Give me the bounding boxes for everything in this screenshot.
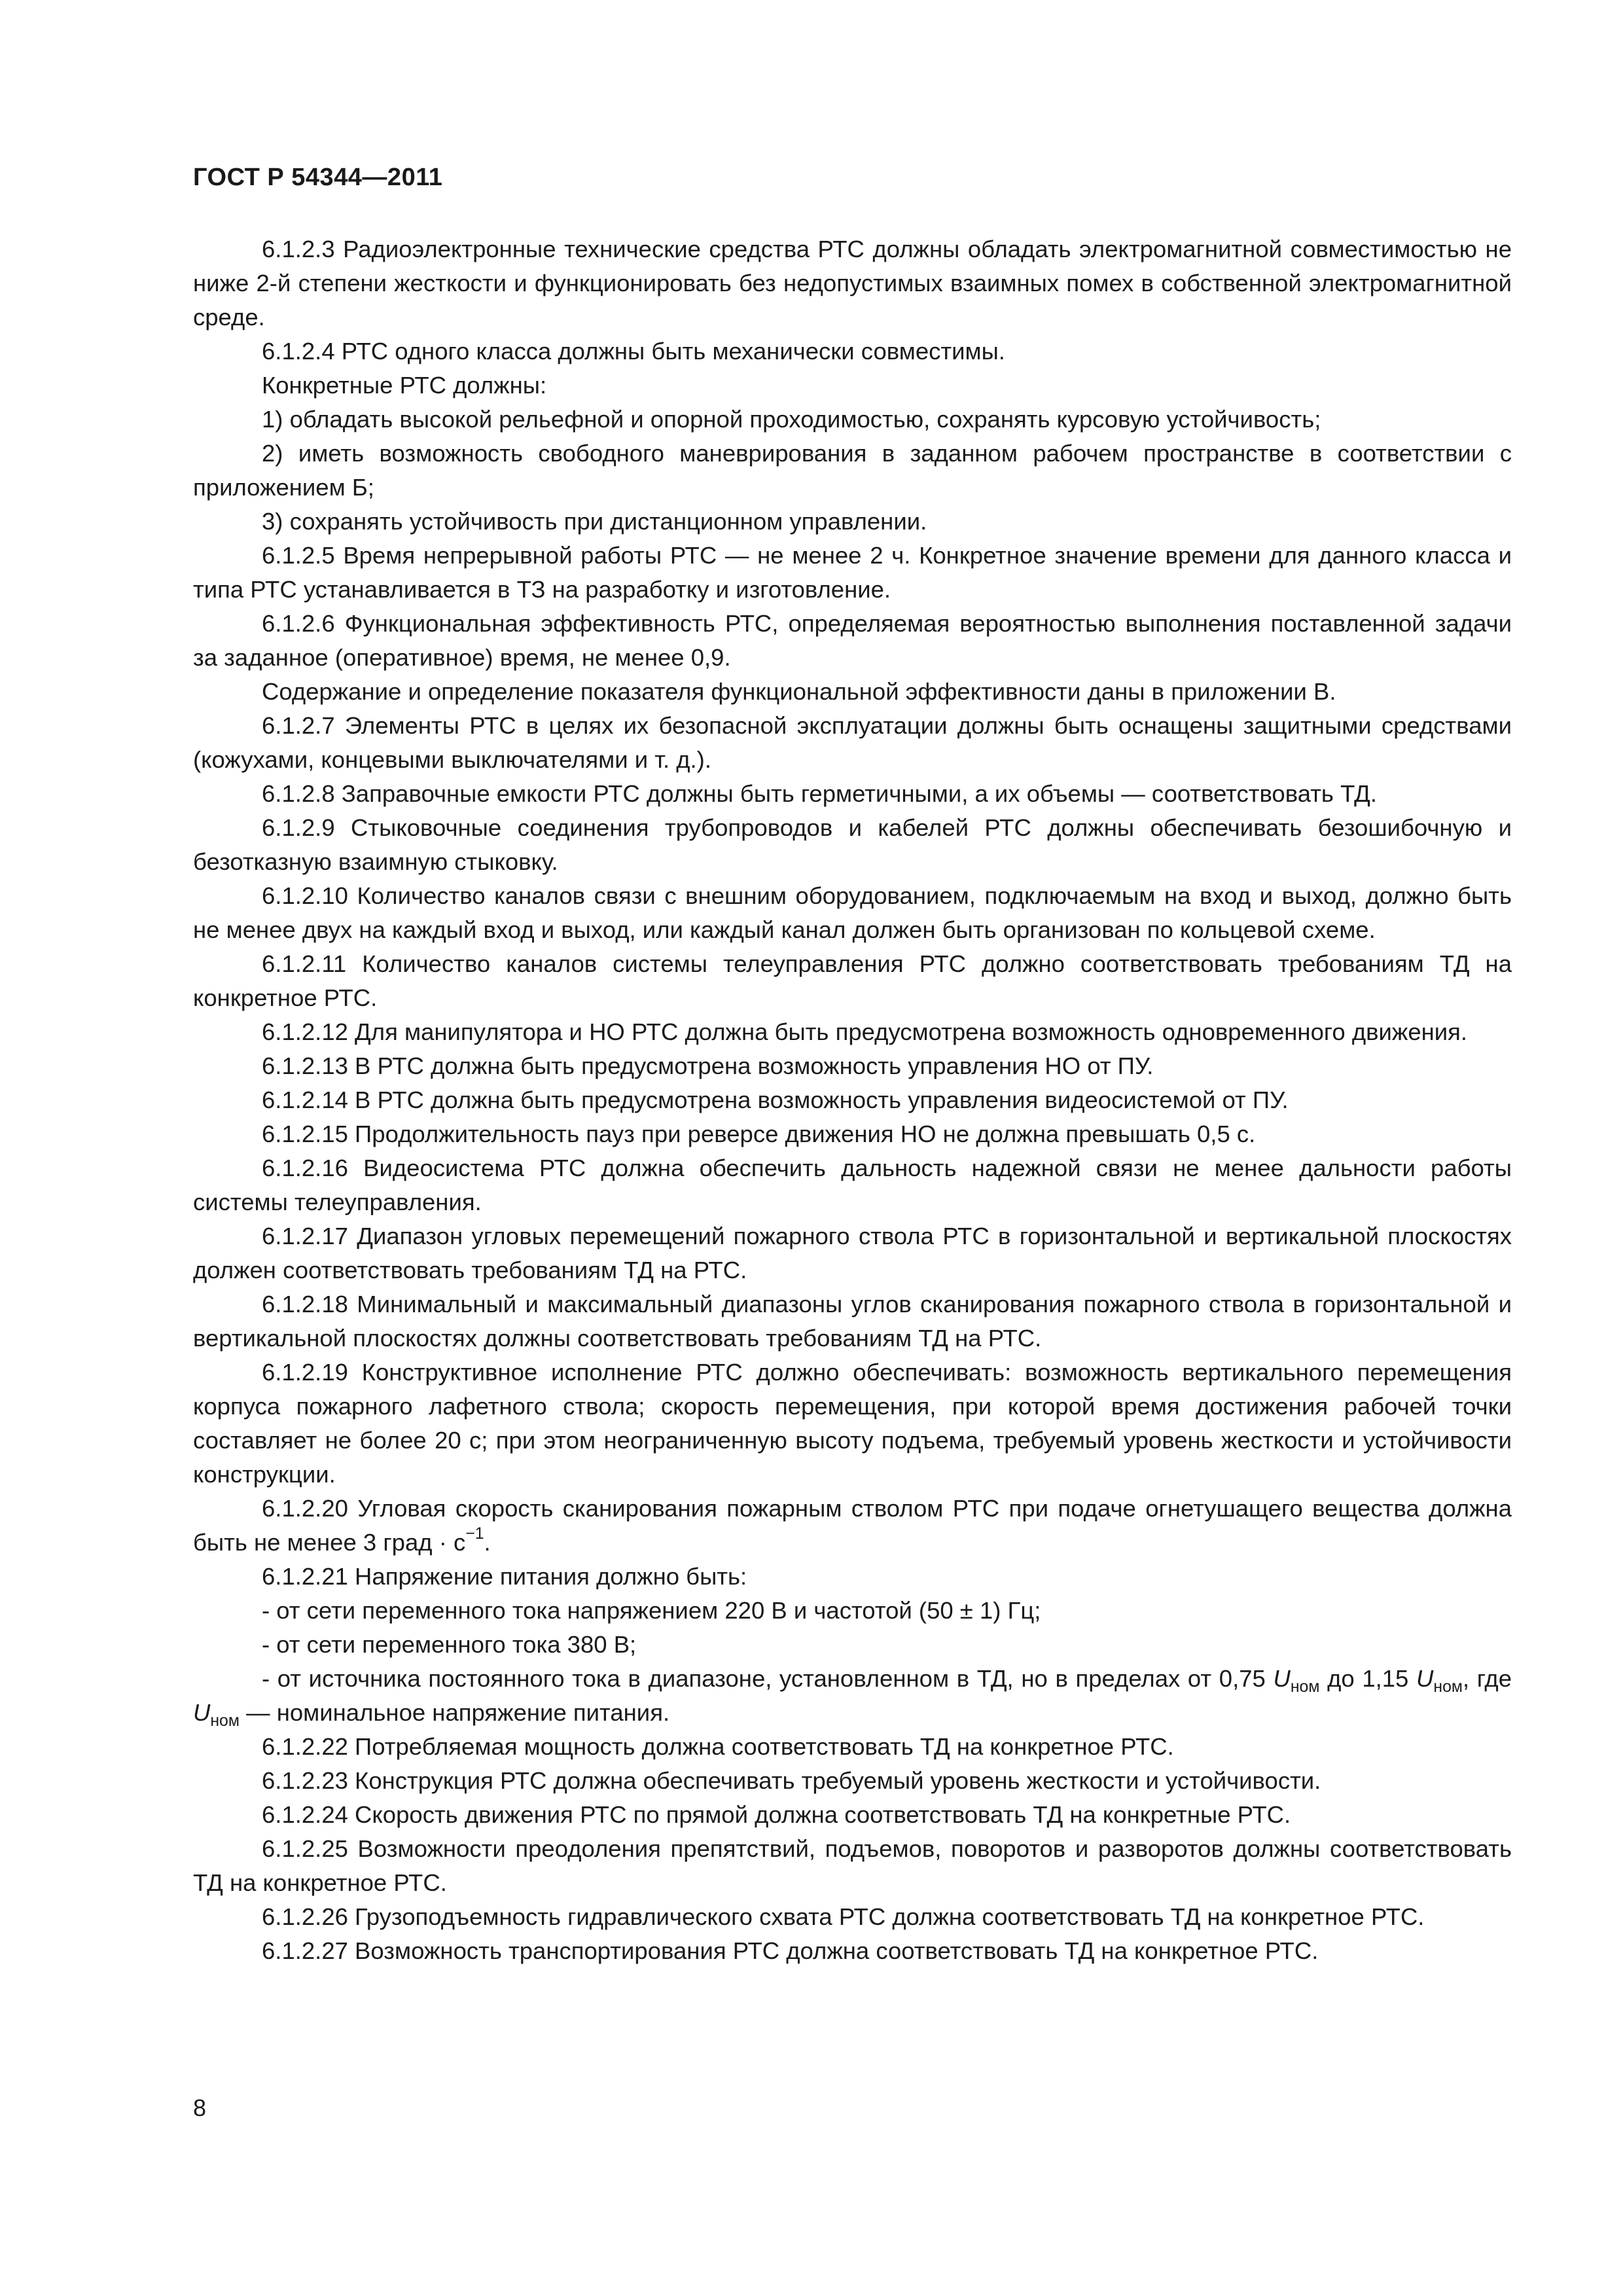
paragraph: 6.1.2.12 Для манипулятора и НО РТС должна быть предусмотрена возможность одновременного движения. bbox=[262, 1018, 1468, 1045]
paragraph: 6.1.2.10 Количество каналов связи с внешним оборудованием, подключаемым на вход и выход, должно быть не менее двух на каждый вход и выход, или каждый канал должен быть организован по кольцевой схеме. bbox=[193, 882, 1512, 943]
list-item: - от сети переменного тока 380 В; bbox=[262, 1631, 637, 1658]
paragraph-end: . bbox=[484, 1529, 491, 1556]
paragraph: Содержание и определение показателя функциональной эффективности даны в приложении В. bbox=[262, 678, 1336, 705]
voltage-symbol: U bbox=[193, 1699, 211, 1726]
paragraph: 6.1.2.27 Возможность транспортирования РТС должна соответствовать ТД на конкретное РТС. bbox=[262, 1937, 1319, 1964]
exponent: −1 bbox=[465, 1524, 484, 1543]
paragraph: 6.1.2.7 Элементы РТС в целях их безопасной эксплуатации должны быть оснащены защитными средствами (кожухами, концевыми выключателями и т. д.). bbox=[193, 712, 1512, 773]
paragraph: 6.1.2.9 Стыковочные соединения трубопроводов и кабелей РТС должны обеспечивать безошибочную и безотказную взаимную стыковку. bbox=[193, 814, 1512, 875]
paragraph: 6.1.2.15 Продолжительность пауз при реверсе движения НО не должна превышать 0,5 с. bbox=[262, 1121, 1256, 1147]
paragraph: 6.1.2.22 Потребляемая мощность должна соответствовать ТД на конкретное РТС. bbox=[262, 1733, 1174, 1760]
paragraph: 6.1.2.6 Функциональная эффективность РТС, определяемая вероятностью выполнения поставленной задачи за заданное (оперативное) время, не менее 0,9. bbox=[193, 610, 1512, 671]
paragraph: 6.1.2.5 Время непрерывной работы РТС — не менее 2 ч. Конкретное значение времени для данного класса и типа РТС устанавливается в ТЗ на разработку и изготовление. bbox=[193, 542, 1512, 603]
voltage-symbol: U bbox=[1273, 1665, 1291, 1692]
paragraph: 6.1.2.24 Скорость движения РТС по прямой должна соответствовать ТД на конкретные РТС. bbox=[262, 1801, 1291, 1828]
voltage-symbol: U bbox=[1416, 1665, 1434, 1692]
document-body bbox=[193, 232, 1512, 1968]
paragraph: 6.1.2.11 Количество каналов системы телеуправления РТС должно соответствовать требованиям ТД на конкретное РТС. bbox=[193, 950, 1512, 1011]
paragraph: 6.1.2.16 Видеосистема РТС должна обеспечить дальность надежной связи не менее дальности работы системы телеуправления. bbox=[193, 1155, 1512, 1215]
paragraph: 6.1.2.19 Конструктивное исполнение РТС должно обеспечивать: возможность вертикального перемещения корпуса пожарного лафетного ствола; скорость перемещения, при которой время достижения рабочей точки составляет не более 20 с; при этом неограниченную высоту подъема, требуемый уровень жесткости и устойчивости конструкции. bbox=[193, 1359, 1512, 1488]
page-number: 8 bbox=[193, 2094, 207, 2121]
list-item: 1) обладать высокой рельефной и опорной проходимостью, сохранять курсовую устойчивость; bbox=[262, 406, 1321, 433]
paragraph: 6.1.2.25 Возможности преодоления препятствий, подъемов, поворотов и разворотов должны соответствовать ТД на конкретное РТС. bbox=[193, 1835, 1512, 1896]
list-item-voltage-range: - от источника постоянного тока в диапазоне, установленном в ТД, но в пределах от 0,75 $U_{ном}$ до 1,15 $U_{ном}$, где $U_{ном}$ — номинальное напряжение питания. bbox=[193, 1665, 1512, 1731]
paragraph: 6.1.2.3 Радиоэлектронные технические средства РТС должны обладать электромагнитной совместимостью не ниже 2-й степени жесткости и функционировать без недопустимых взаимных помех в собственной электромагнитной среде. bbox=[193, 236, 1512, 331]
list-item: - от сети переменного тока напряжением 220 В и частотой (50 ± 1) Гц; bbox=[262, 1597, 1041, 1624]
paragraph: 6.1.2.18 Минимальный и максимальный диапазоны углов сканирования пожарного ствола в горизонтальной и вертикальной плоскостях должны соответствовать требованиям ТД на РТС. bbox=[193, 1291, 1512, 1352]
paragraph: 6.1.2.26 Грузоподъемность гидравлического схвата РТС должна соответствовать ТД на конкретное РТС. bbox=[262, 1903, 1425, 1930]
paragraph: Конкретные РТС должны: bbox=[262, 372, 547, 399]
document-number-header: ГОСТ Р 54344—2011 bbox=[193, 164, 443, 191]
paragraph-angular-speed bbox=[193, 1492, 1512, 1560]
paragraph: 6.1.2.4 РТС одного класса должны быть механически совместимы. bbox=[262, 338, 1005, 365]
nominal-subscript: ном bbox=[210, 1712, 240, 1731]
list-item: 2) иметь возможность свободного маневрирования в заданном рабочем пространстве в соответствии с приложением Б; bbox=[193, 440, 1512, 501]
nominal-subscript: ном bbox=[1433, 1678, 1463, 1696]
nominal-subscript: ном bbox=[1290, 1678, 1320, 1696]
paragraph: 6.1.2.8 Заправочные емкости РТС должны быть герметичными, а их объемы — соответствовать ТД. bbox=[262, 780, 1378, 807]
paragraph: 6.1.2.17 Диапазон угловых перемещений пожарного ствола РТС в горизонтальной и вертикальной плоскостях должен соответствовать требованиям ТД на РТС. bbox=[193, 1223, 1512, 1283]
paragraph-text: 6.1.2.20 Угловая скорость сканирования пожарным стволом РТС при подаче огнетушащего вещества должна быть не менее 3 град · с bbox=[193, 1495, 1512, 1556]
paragraph: 6.1.2.23 Конструкция РТС должна обеспечивать требуемый уровень жесткости и устойчивости. bbox=[262, 1767, 1321, 1794]
paragraph: 6.1.2.21 Напряжение питания должно быть: bbox=[262, 1563, 747, 1590]
paragraph: 6.1.2.14 В РТС должна быть предусмотрена возможность управления видеосистемой от ПУ. bbox=[262, 1086, 1289, 1113]
paragraph: 6.1.2.13 В РТС должна быть предусмотрена возможность управления НО от ПУ. bbox=[262, 1052, 1154, 1079]
list-item: 3) сохранять устойчивость при дистанционном управлении. bbox=[262, 508, 927, 535]
